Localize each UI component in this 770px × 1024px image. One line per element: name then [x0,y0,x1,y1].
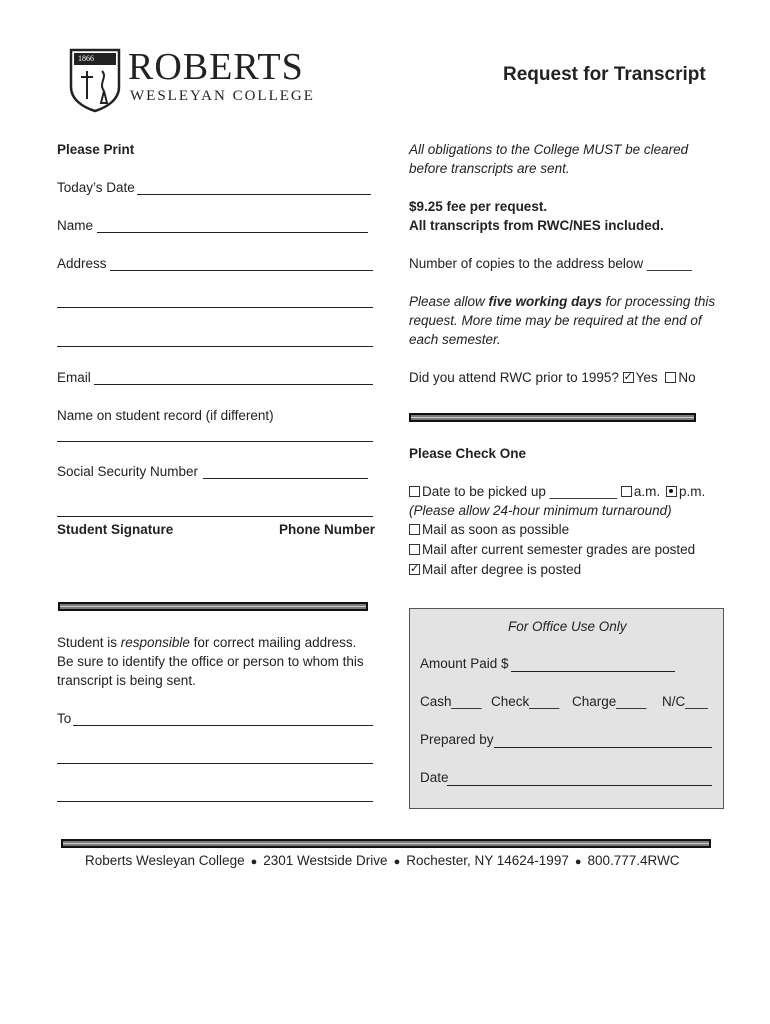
to-label: To [57,711,72,726]
prepared-by-label: Prepared by [420,732,494,747]
address-label: Address [57,256,107,271]
office-date-label: Date [420,770,449,785]
allow-line-3: each semester. [409,332,501,347]
todays-date-field[interactable] [137,194,371,195]
page-title: Request for Transcript [503,64,706,85]
included-text: All transcripts from RWC/NES included. [409,218,664,233]
phone-label: Phone Number [279,522,376,537]
mail-grades-checkbox[interactable] [409,544,420,555]
logo-name: ROBERTS [128,46,304,88]
ssn-label: Social Security Number [57,464,199,479]
signature-field[interactable] [57,516,373,517]
no-checkbox[interactable] [665,372,676,383]
bullet-icon: ● [250,856,258,868]
mailing-note-line-2: Be sure to identify the office or person to whom this [57,654,364,669]
nc-field[interactable]: N/C___ [662,694,708,709]
footer-phone: 800.777.4RWC [587,853,680,868]
copies-field[interactable]: Number of copies to the address below ______ [409,256,692,271]
fee-text: $9.25 fee per request. [409,199,548,214]
mail-asap-checkbox[interactable] [409,524,420,535]
mail-degree-option: ✓Mail after degree is posted [409,562,581,578]
allow-line-1: Please allow five working days for processing this [409,294,716,309]
footer-divider-bar [61,839,711,848]
footer-address: 2301 Westside Drive [263,853,388,868]
bullet-icon: ● [574,856,582,868]
obligations-line-2: before transcripts are sent. [409,161,570,176]
divider-bar-left [58,602,368,611]
name-label: Name [57,218,94,233]
pickup-checkbox[interactable] [409,486,420,497]
amount-paid-label: Amount Paid $ [420,656,509,671]
turnaround-note: (Please allow 24-hour minimum turnaround) [409,503,672,518]
name-on-record-field[interactable] [57,441,373,442]
name-field[interactable] [97,232,368,233]
allow-line-2: request. More time may be required at the end of [409,313,702,328]
yes-checkbox[interactable] [623,372,634,383]
mail-grades-option: Mail after current semester grades are posted [409,542,695,558]
mailing-note-line-1: Student is responsible for correct mailing address. [57,635,357,650]
email-field[interactable] [94,384,373,385]
please-print-label: Please Print [57,142,135,157]
college-logo [68,47,328,113]
shield-icon [68,47,122,113]
todays-date-label: Today’s Date [57,180,135,195]
bullet-icon: ● [393,856,401,868]
logo-subname: WESLEYAN COLLEGE [130,88,315,104]
signature-label: Student Signature [57,522,174,537]
check-one-label: Please Check One [409,446,527,461]
address-field-1[interactable] [110,270,373,271]
office-heading: For Office Use Only [508,619,627,634]
footer-city: Rochester, NY 14624-1997 [406,853,569,868]
divider-bar-right [409,413,696,422]
address-field-2[interactable] [57,307,373,308]
check-field[interactable]: Check____ [491,694,560,709]
attend-question: Did you attend RWC prior to 1995? ✓Yes No [409,370,696,386]
office-date-field[interactable] [447,785,712,786]
mail-degree-checkbox[interactable] [409,564,420,575]
email-label: Email [57,370,91,385]
to-field-1[interactable] [73,725,373,726]
pickup-option: Date to be picked up _________ a.m. p.m. [409,484,705,500]
mailing-note-line-3: transcript is being sent. [57,673,196,688]
to-field-2[interactable] [57,763,373,764]
cash-field[interactable]: Cash____ [420,694,482,709]
logo-year: 1866 [78,54,94,63]
address-field-3[interactable] [57,346,373,347]
footer-contact [85,853,680,870]
pm-radio[interactable] [666,486,677,497]
footer-college: Roberts Wesleyan College [85,853,245,868]
prepared-by-field[interactable] [494,747,712,748]
obligations-line-1: All obligations to the College MUST be cleared [409,142,689,157]
ssn-field[interactable] [203,478,368,479]
mail-asap-option: Mail as soon as possible [409,522,569,538]
to-field-3[interactable] [57,801,373,802]
name-on-record-label: Name on student record (if different) [57,408,274,423]
charge-field[interactable]: Charge____ [572,694,647,709]
am-radio[interactable] [621,486,632,497]
amount-paid-field[interactable] [511,671,675,672]
office-use-box [409,608,724,809]
